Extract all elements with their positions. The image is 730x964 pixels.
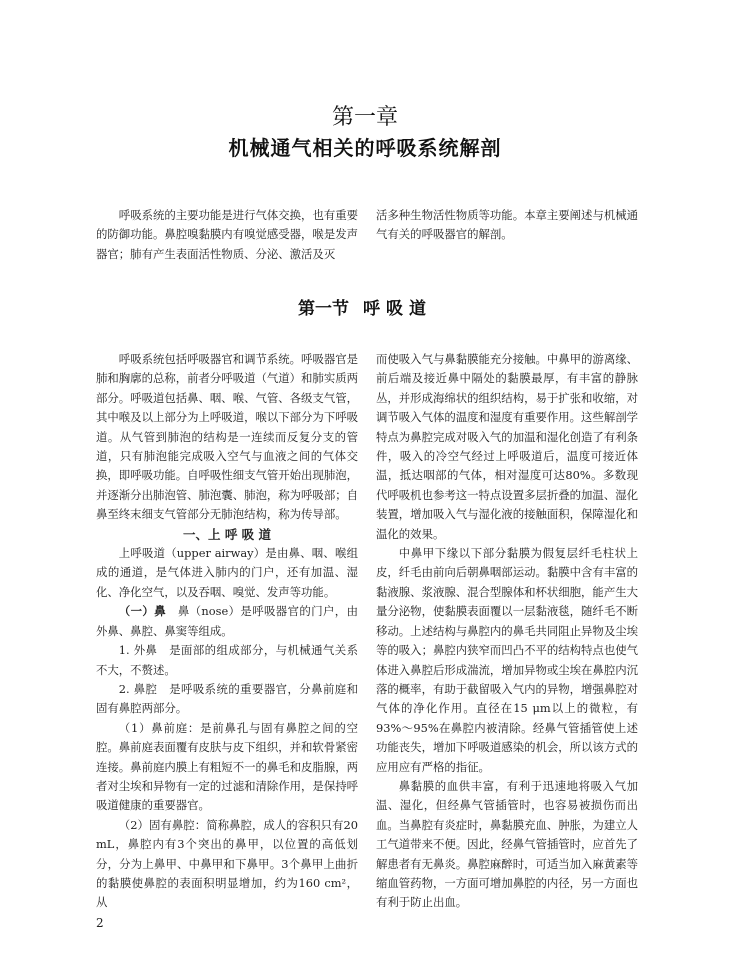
body-paragraph: （2）固有鼻腔：简称鼻腔，成人的容积只有20 mL，鼻腔内有3个突出的鼻甲，以位置的高低划分，分为上鼻甲、中鼻甲和下鼻甲。3个鼻甲上曲折的黏膜使鼻腔的表面积明显增加，约为160 cm²，从 bbox=[96, 817, 358, 910]
chapter-title: 机械通气相关的呼吸系统解剖 bbox=[228, 136, 502, 160]
intro-paragraph-left: 呼吸系统的主要功能是进行气体交换，也有重要的防御功能。鼻腔嗅黏膜内有嗅觉感受器，喉是发声器官；肺有产生表面活性物质、分泌、激活及灭 bbox=[96, 208, 359, 261]
body-paragraph: 鼻黏膜的血供丰富，有利于迅速地将吸入气加温、湿化，但经鼻气管插管时，也容易被损伤而出血。当鼻腔有炎症时，鼻黏膜充血、肿胀，为建立人工气道带来不便。因此，经鼻气管插管时，应首先了解患者有无鼻炎。鼻腔麻醉时，可适当加入麻黄素等缩血管药物，一方面可增加鼻腔的内径，另一方面也有利于防止出血。 bbox=[376, 778, 638, 910]
body-left-column bbox=[96, 350, 358, 913]
section-title: 呼吸道 bbox=[363, 299, 432, 319]
page-number: 2 bbox=[96, 916, 104, 930]
item-text: 鼻（nose）是呼吸器官的门户，由外鼻、鼻腔、鼻窦等组成。 bbox=[96, 604, 358, 638]
intro-paragraph-right: 活多种生物活性物质等功能。本章主要阐述与机械通气有关的呼吸器官的解剖。 bbox=[376, 208, 638, 242]
intro-right-column bbox=[376, 206, 638, 245]
chapter-number: 第一章 bbox=[331, 105, 398, 130]
body-paragraph: 中鼻甲下缘以下部分黏膜为假复层纤毛柱状上皮，纤毛由前向后朝鼻咽部运动。黏膜中含有丰富的黏液腺、浆液腺、混合型腺体和杯状细胞，能产生大量分泌物，使黏膜表面覆以一层黏液毯，随纤毛不断移动。上述结构与鼻腔内的鼻毛共同阻止异物及尘埃等的吸入；鼻腔内狭窄而凹凸不平的结构特点也使气体进入鼻腔后形成湍流，增加异物或尘埃在鼻腔内沉落的概率，有助于截留吸入气内的异物，增强鼻腔对气体的净化作用。直径在15 μm以上的微粒，有93%～95%在鼻腔内被清除。经鼻气管插管使上述功能丧失，增加下呼吸道感染的机会，所以该方式的应用应有严格的指征。 bbox=[376, 546, 638, 774]
section-number: 第一节 bbox=[298, 299, 349, 319]
body-paragraph: 2. 鼻腔 是呼吸系统的重要器官，分鼻前庭和固有鼻腔两部分。 bbox=[96, 681, 358, 716]
body-paragraph: 而使吸入气与鼻黏膜能充分接触。中鼻甲的游离缘、前后端及接近鼻中隔处的黏膜最厚，有丰富的静脉丛，并形成海绵状的组织结构，易于扩张和收缩，对调节吸入气体的温度和湿度有重要作用。这些解剖学特点为鼻腔完成对吸入气的加温和湿化创造了有利条件，吸入的冷空气经过上呼吸道后，温度可接近体温，抵达咽部的气体，相对湿度可达80%。多数现代呼吸机也参考这一特点设置多层折叠的加温、湿化装置，增加吸入气与湿化液的接触面积，保障湿化和温化的效果。 bbox=[376, 352, 638, 541]
body-paragraph: （1）鼻前庭：是前鼻孔与固有鼻腔之间的空腔。鼻前庭表面覆有皮肤与皮下组织，并和软骨紧密连接。鼻前庭内膜上有粗短不一的鼻毛和皮脂腺，两者对尘埃和异物有一定的过滤和清除作用，是保持呼吸道健康的重要器官。 bbox=[96, 720, 358, 813]
body-paragraph: 呼吸系统包括呼吸器官和调节系统。呼吸器官是肺和胸廓的总称，前者分呼吸道（气道）和肺实质两部分。呼吸道包括鼻、咽、喉、气管、各级支气管，其中喉及以上部分为上呼吸道，喉以下部分为下呼吸道。从气管到肺泡的结构是一连续而反复分支的管道，只有肺泡能完成吸入空气与血液之间的气体交换，即呼吸功能。自呼吸性细支气管开始出现肺泡，并逐渐分出肺泡管、肺泡囊、肺泡，称为呼吸部；自鼻至终末细支气管部分无肺泡结构，称为传导部。 bbox=[96, 352, 359, 522]
body-paragraph bbox=[96, 602, 358, 641]
subsection-heading: 一、上 呼 吸 道 bbox=[182, 526, 272, 542]
item-label: （一）鼻 bbox=[118, 604, 166, 619]
intro-left-column bbox=[96, 206, 358, 264]
body-paragraph: 上呼吸道（upper airway）是由鼻、咽、喉组成的通道，是气体进入肺内的门户，还有加温、湿化、净化空气，以及吞咽、嗅觉、发声等功能。 bbox=[96, 546, 358, 599]
body-right-column bbox=[376, 350, 638, 913]
section-heading bbox=[0, 294, 730, 319]
body-paragraph: 1. 外鼻 是面部的组成部分，与机械通气关系不大，不赘述。 bbox=[96, 643, 358, 677]
